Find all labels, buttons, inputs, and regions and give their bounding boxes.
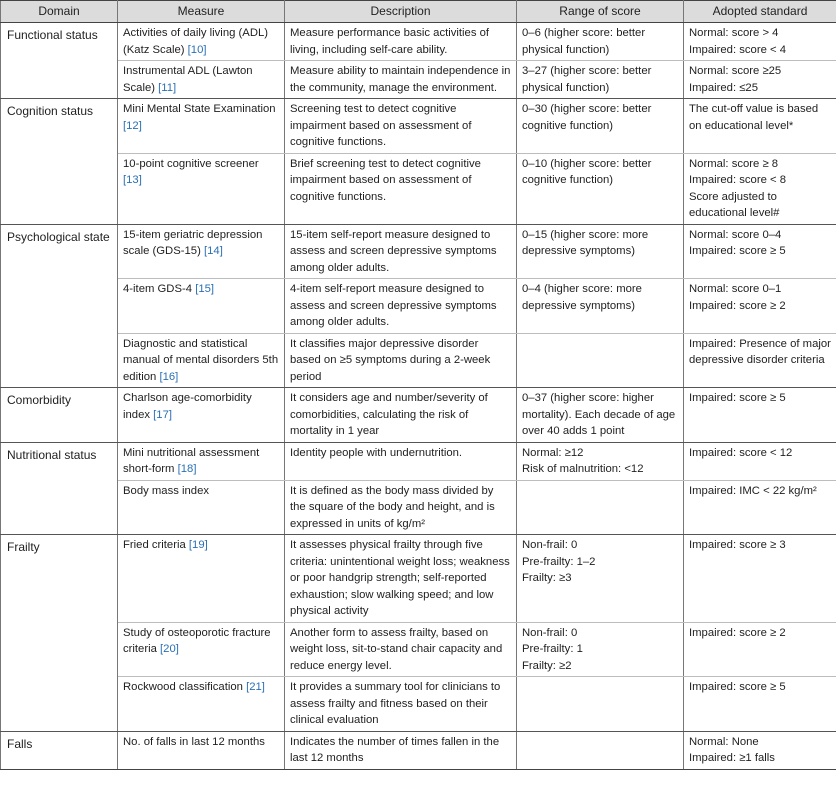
standard-label: Impaired: bbox=[689, 43, 737, 56]
range-cell bbox=[517, 333, 684, 388]
range-line: 0–30 (higher score: better cognitive function) bbox=[522, 103, 652, 132]
range-line: Risk of malnutrition: <12 bbox=[522, 463, 644, 475]
standard-value: score < 4 bbox=[739, 43, 787, 56]
table-row bbox=[1, 677, 836, 732]
reference-link[interactable]: [13] bbox=[123, 174, 142, 186]
standard-line bbox=[689, 625, 832, 642]
standard-value: Score adjusted to educational level# bbox=[689, 190, 780, 219]
range-cell bbox=[517, 224, 684, 279]
standard-line bbox=[689, 80, 832, 97]
standard-cell bbox=[684, 535, 836, 623]
standard-value: score ≥ 2 bbox=[739, 626, 786, 639]
reference-link[interactable]: [20] bbox=[160, 643, 179, 655]
standard-label: Normal: bbox=[689, 65, 729, 77]
range-line: Pre-frailty: 1 bbox=[522, 643, 583, 655]
standard-label: Impaired: bbox=[689, 484, 737, 497]
measure-cell bbox=[118, 677, 285, 732]
standard-line bbox=[689, 445, 832, 462]
standard-cell bbox=[684, 333, 836, 388]
standard-label: Impaired: bbox=[689, 299, 737, 312]
measure-name: Body mass index bbox=[123, 484, 210, 497]
standard-label: Impaired: bbox=[689, 174, 737, 186]
description-cell: It provides a summary tool for clinicians to assess frailty and fitness based on their clinical evaluation bbox=[285, 677, 517, 732]
reference-link[interactable]: [12] bbox=[123, 119, 142, 132]
standard-value: ≥1 falls bbox=[739, 752, 775, 764]
standard-value: score ≥ 2 bbox=[739, 299, 786, 312]
measure-name: Instrumental ADL (Lawton Scale) bbox=[123, 65, 253, 94]
domain-cell: Cognition status bbox=[1, 99, 118, 225]
domain-cell: Comorbidity bbox=[1, 388, 118, 443]
description-cell: It is defined as the body mass divided by the square of the body and height, and is expressed in units of kg/m² bbox=[285, 480, 517, 535]
measure-cell bbox=[118, 333, 285, 388]
domain-cell: Falls bbox=[1, 731, 118, 769]
standard-cell bbox=[684, 23, 836, 61]
measure-name: Diagnostic and statistical manual of mental disorders 5th edition bbox=[123, 337, 279, 383]
table-row bbox=[1, 99, 836, 154]
domain-cell: Functional status bbox=[1, 23, 118, 99]
standard-value: score ≥ 5 bbox=[739, 392, 786, 404]
table-row bbox=[1, 388, 836, 443]
range-line: 0–15 (higher score: more depressive symptoms) bbox=[522, 228, 649, 257]
table-row bbox=[1, 153, 836, 224]
header-domain: Domain bbox=[1, 1, 118, 23]
measure-name: Study of osteoporotic fracture criteria bbox=[123, 626, 271, 655]
measure-name: Fried criteria bbox=[123, 539, 186, 551]
standard-label: Impaired: bbox=[689, 392, 737, 404]
standard-cell bbox=[684, 480, 836, 535]
standard-label: Normal: bbox=[689, 283, 729, 295]
header-range: Range of score bbox=[517, 1, 684, 23]
range-line: Non-frail: 0 bbox=[522, 539, 578, 551]
standard-line bbox=[689, 25, 832, 42]
description-cell: Measure performance basic activities of living, including self-care ability. bbox=[285, 23, 517, 61]
measure-cell bbox=[118, 153, 285, 224]
range-line: Frailty: ≥2 bbox=[522, 659, 572, 672]
range-line: Pre-frailty: 1–2 bbox=[522, 555, 596, 568]
description-cell: It considers age and number/severity of comorbidities, calculating the risk of mortality in 1 year bbox=[285, 388, 517, 443]
description-cell: Another form to assess frailty, based on weight loss, sit-to-stand chair capacity and reduce energy level. bbox=[285, 622, 517, 677]
table-row bbox=[1, 224, 836, 279]
table-row bbox=[1, 61, 836, 99]
reference-link[interactable]: [17] bbox=[153, 408, 172, 421]
standard-cell bbox=[684, 153, 836, 224]
standard-line bbox=[689, 227, 832, 244]
measure-cell bbox=[118, 622, 285, 677]
standard-line bbox=[689, 281, 832, 298]
range-cell bbox=[517, 677, 684, 732]
standard-cell bbox=[684, 677, 836, 732]
standard-line bbox=[689, 483, 832, 500]
standard-line bbox=[689, 101, 832, 134]
measure-cell bbox=[118, 224, 285, 279]
standard-value: score ≥ 5 bbox=[739, 245, 786, 257]
table-row bbox=[1, 622, 836, 677]
description-cell: 4-item self-report measure designed to assess and screen depressive symptoms among older adults. bbox=[285, 279, 517, 334]
measure-name: 15-item geriatric depression scale (GDS-15) bbox=[123, 228, 263, 257]
measure-name: Rockwood classification bbox=[123, 681, 243, 693]
standard-value: score ≥25 bbox=[731, 65, 782, 77]
range-cell bbox=[517, 442, 684, 480]
standard-value: score < 12 bbox=[739, 446, 793, 459]
description-cell: Measure ability to maintain independence in the community, manage the environment. bbox=[285, 61, 517, 99]
reference-link[interactable]: [16] bbox=[159, 370, 179, 383]
header-measure: Measure bbox=[118, 1, 285, 23]
header-row bbox=[1, 1, 836, 23]
reference-link[interactable]: [10] bbox=[187, 43, 207, 56]
standard-label: Impaired: bbox=[689, 681, 737, 693]
standard-value: Presence of major depressive disorder criteria bbox=[689, 337, 831, 366]
measure-name: Mini nutritional assessment short-form bbox=[123, 446, 260, 475]
range-line: 0–37 (higher score: higher mortality). Each decade of age over 40 adds 1 point bbox=[522, 392, 676, 437]
table-row bbox=[1, 480, 836, 535]
standard-label: Impaired: bbox=[689, 446, 737, 459]
table-row bbox=[1, 23, 836, 61]
description-cell: 15-item self-report measure designed to assess and screen depressive symptoms among older adults. bbox=[285, 224, 517, 279]
standard-line bbox=[689, 42, 832, 59]
standard-value: score ≥ 5 bbox=[739, 681, 786, 693]
table-row bbox=[1, 731, 836, 769]
range-cell bbox=[517, 535, 684, 623]
standard-value: score ≥ 3 bbox=[739, 539, 786, 551]
description-cell: Indicates the number of times fallen in the last 12 months bbox=[285, 731, 517, 769]
header-standard: Adopted standard bbox=[684, 1, 836, 23]
table-row bbox=[1, 333, 836, 388]
measure-name: Charlson age-comorbidity index bbox=[123, 392, 252, 421]
table-row bbox=[1, 442, 836, 480]
standard-line bbox=[689, 156, 832, 173]
range-cell bbox=[517, 731, 684, 769]
standard-value: score ≥ 8 bbox=[731, 157, 779, 170]
range-cell bbox=[517, 388, 684, 443]
reference-link[interactable]: [21] bbox=[246, 681, 265, 693]
standard-cell bbox=[684, 61, 836, 99]
standard-cell bbox=[684, 99, 836, 154]
range-line: 0–10 (higher score: better cognitive function) bbox=[522, 157, 652, 186]
standard-cell bbox=[684, 224, 836, 279]
standard-line bbox=[689, 172, 832, 189]
measure-cell bbox=[118, 23, 285, 61]
measure-cell bbox=[118, 61, 285, 99]
standard-label: Normal: bbox=[689, 228, 729, 241]
measure-cell bbox=[118, 480, 285, 535]
standard-cell bbox=[684, 622, 836, 677]
range-cell bbox=[517, 279, 684, 334]
measure-cell bbox=[118, 388, 285, 443]
domain-cell: Nutritional status bbox=[1, 442, 118, 535]
standard-value: score 0–4 bbox=[731, 228, 782, 241]
measure-cell bbox=[118, 279, 285, 334]
range-cell bbox=[517, 61, 684, 99]
measure-cell bbox=[118, 442, 285, 480]
table-row bbox=[1, 279, 836, 334]
standard-value: score 0–1 bbox=[731, 283, 782, 295]
reference-link[interactable]: [18] bbox=[177, 463, 197, 475]
reference-link[interactable]: [15] bbox=[195, 283, 215, 295]
description-cell: Brief screening test to detect cognitive impairment based on assessment of cognitive functions. bbox=[285, 153, 517, 224]
standard-label: Normal: bbox=[689, 27, 729, 39]
standard-label: Impaired: bbox=[689, 337, 737, 350]
standard-cell bbox=[684, 731, 836, 769]
standard-line bbox=[689, 63, 832, 80]
reference-link[interactable]: [14] bbox=[203, 245, 223, 257]
standard-cell bbox=[684, 442, 836, 480]
measure-name: 4-item GDS-4 bbox=[123, 283, 193, 295]
standard-line bbox=[689, 298, 832, 315]
range-line: Frailty: ≥3 bbox=[522, 572, 572, 584]
standard-label: Impaired: bbox=[689, 245, 737, 257]
standard-value: IMC < 22 kg/m² bbox=[739, 484, 817, 497]
measure-name: 10-point cognitive screener bbox=[123, 157, 259, 170]
measure-cell bbox=[118, 99, 285, 154]
range-line: 0–6 (higher score: better physical function) bbox=[522, 27, 646, 56]
standard-line bbox=[689, 679, 832, 696]
domain-cell: Frailty bbox=[1, 535, 118, 732]
standard-line bbox=[689, 390, 832, 407]
header-description: Description bbox=[285, 1, 517, 23]
range-line: 0–4 (higher score: more depressive symptoms) bbox=[522, 283, 642, 312]
reference-link[interactable]: [11] bbox=[158, 81, 177, 94]
description-cell: Identity people with undernutrition. bbox=[285, 442, 517, 480]
description-cell: Screening test to detect cognitive impairment based on assessment of cognitive functions. bbox=[285, 99, 517, 154]
range-cell bbox=[517, 23, 684, 61]
standard-label: Impaired: bbox=[689, 539, 737, 551]
standard-cell bbox=[684, 279, 836, 334]
standard-value: The cut-off value is based on educational level* bbox=[689, 103, 819, 132]
standard-cell bbox=[684, 388, 836, 443]
standard-line bbox=[689, 336, 832, 369]
table-row bbox=[1, 535, 836, 623]
range-cell bbox=[517, 153, 684, 224]
standard-line bbox=[689, 750, 832, 767]
measure-name: Mini Mental State Examination bbox=[123, 103, 276, 115]
measure-name: Activities of daily living (ADL) (Katz Scale) bbox=[123, 27, 269, 56]
standard-label: Impaired: bbox=[689, 81, 737, 94]
measure-cell bbox=[118, 731, 285, 769]
reference-link[interactable]: [19] bbox=[188, 539, 208, 551]
range-cell bbox=[517, 99, 684, 154]
standard-line bbox=[689, 189, 832, 222]
range-cell bbox=[517, 480, 684, 535]
range-cell bbox=[517, 622, 684, 677]
measure-cell bbox=[118, 535, 285, 623]
standard-value: score > 4 bbox=[731, 27, 779, 39]
range-line: Normal: ≥12 bbox=[522, 446, 584, 459]
standard-label: Impaired: bbox=[689, 626, 737, 639]
standard-line bbox=[689, 243, 832, 260]
standard-value: score < 8 bbox=[739, 174, 787, 186]
standard-value: ≤25 bbox=[739, 81, 758, 94]
domain-cell: Psychological state bbox=[1, 224, 118, 388]
standard-label: Normal: bbox=[689, 157, 729, 170]
range-line: 3–27 (higher score: better physical function) bbox=[522, 65, 652, 94]
table-body bbox=[1, 23, 836, 770]
standard-line bbox=[689, 537, 832, 554]
standard-label: Normal: bbox=[689, 735, 729, 748]
range-line: Non-frail: 0 bbox=[522, 626, 578, 639]
measure-name: No. of falls in last 12 months bbox=[123, 735, 265, 748]
standard-line bbox=[689, 734, 832, 751]
description-cell: It classifies major depressive disorder based on ≥5 symptoms during a 2-week period bbox=[285, 333, 517, 388]
standard-value: None bbox=[731, 735, 759, 748]
standard-label: Impaired: bbox=[689, 752, 737, 764]
description-cell: It assesses physical frailty through five criteria: unintentional weight loss; weakness or poor handgrip strength; self-reported exhaustion; slow walking speed; and low physical activity bbox=[285, 535, 517, 623]
